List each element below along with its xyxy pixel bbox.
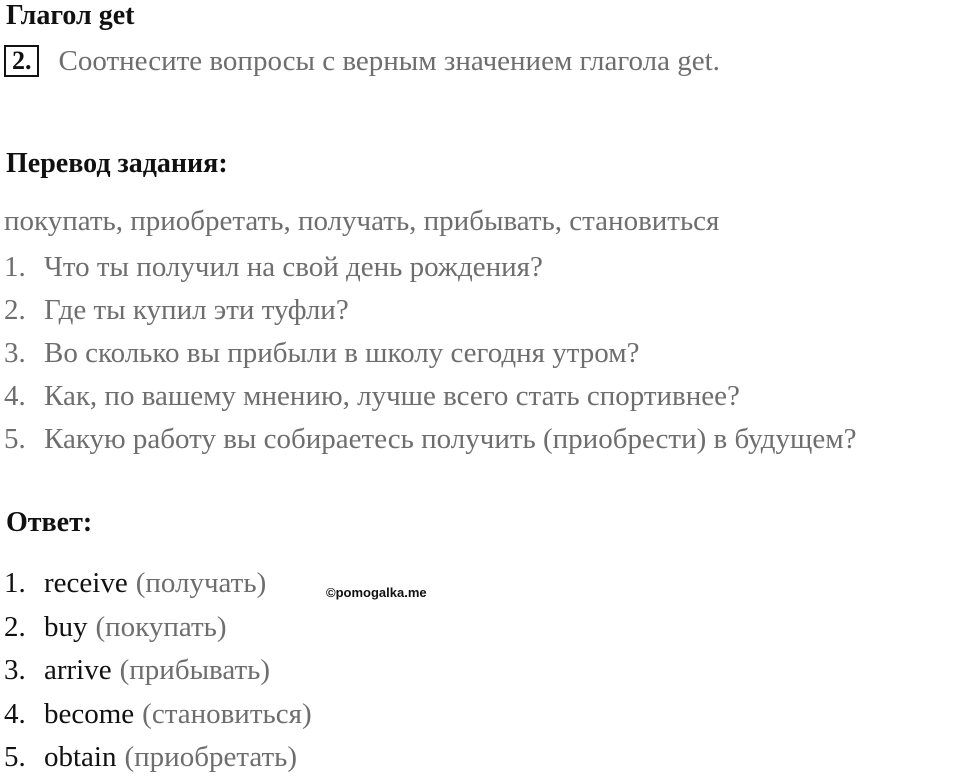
answer-translation: (приобретать) bbox=[124, 741, 298, 773]
page-title: Глагол get bbox=[6, 0, 135, 31]
question-item bbox=[4, 379, 856, 422]
answer-number: 3. bbox=[4, 654, 26, 686]
translation-words: покупать, приобретать, получать, прибывать, становиться bbox=[4, 205, 720, 237]
question-number: 3. bbox=[4, 337, 26, 369]
answer-number: 1. bbox=[4, 567, 26, 599]
question-item bbox=[4, 422, 856, 465]
question-text: Как, по вашему мнению, лучше всего стать спортивнее? bbox=[44, 380, 740, 412]
task-row bbox=[4, 44, 720, 78]
answer-word: become bbox=[44, 697, 135, 730]
translation-heading: Перевод задания: bbox=[6, 148, 228, 179]
question-text: Во сколько вы прибыли в школу сегодня утром? bbox=[44, 337, 640, 369]
answer-translation: (прибывать) bbox=[119, 654, 271, 686]
question-item bbox=[4, 250, 856, 293]
question-text: Где ты купил эти туфли? bbox=[44, 294, 349, 326]
answer-number: 4. bbox=[4, 697, 26, 730]
answer-translation: (покупать) bbox=[95, 610, 227, 643]
question-number: 1. bbox=[4, 251, 26, 283]
task-instruction: Соотнесите вопросы с верным значением глагола get. bbox=[58, 45, 720, 77]
answer-translation: (получать) bbox=[135, 567, 267, 599]
question-number: 5. bbox=[4, 423, 26, 455]
answer-word: buy bbox=[44, 610, 88, 643]
question-number: 2. bbox=[4, 294, 26, 326]
answer-translation: (становиться) bbox=[142, 697, 312, 730]
answer-number: 5. bbox=[4, 741, 26, 773]
watermark: ©pomogalka.me bbox=[326, 585, 427, 600]
answer-item bbox=[4, 610, 312, 654]
question-text: Что ты получил на свой день рождения? bbox=[44, 251, 543, 283]
answer-heading: Ответ: bbox=[6, 507, 93, 538]
question-text: Какую работу вы собираетесь получить (приобрести) в будущем? bbox=[44, 423, 857, 455]
question-item bbox=[4, 336, 856, 379]
question-list bbox=[4, 250, 856, 465]
question-item bbox=[4, 293, 856, 336]
answer-item bbox=[4, 697, 312, 741]
question-number: 4. bbox=[4, 380, 26, 412]
answer-list bbox=[4, 566, 312, 784]
answer-word: obtain bbox=[44, 741, 117, 773]
answer-word: receive bbox=[44, 567, 128, 599]
answer-item bbox=[4, 653, 312, 697]
answer-item bbox=[4, 740, 312, 784]
task-number-box: 2. bbox=[4, 45, 39, 77]
answer-number: 2. bbox=[4, 610, 26, 643]
answer-item bbox=[4, 566, 312, 610]
answer-word: arrive bbox=[44, 654, 112, 686]
